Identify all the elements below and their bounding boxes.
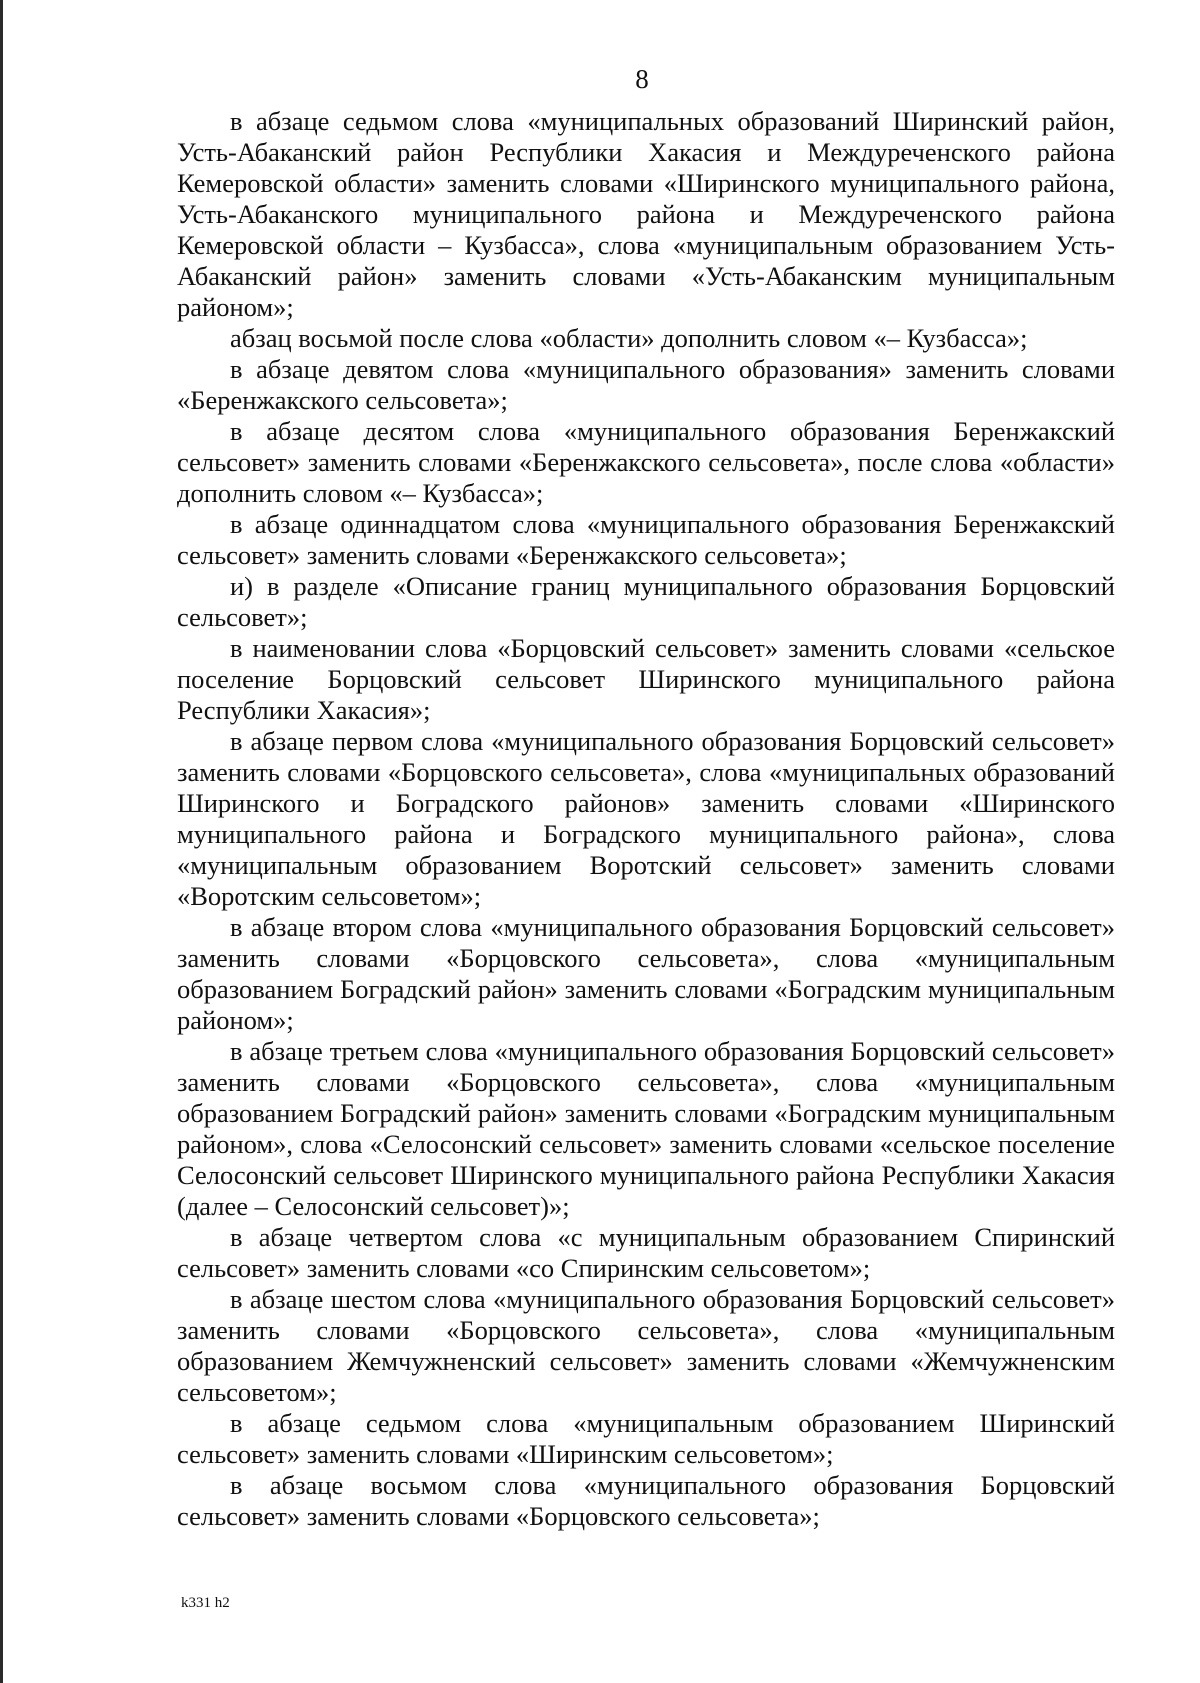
paragraph: в наименовании слова «Борцовский сельсовет» заменить словами «сельское поселение Борцовский сельсовет Ширинского муниципального района Республики Хакасия»; xyxy=(177,633,1115,725)
paragraph: в абзаце седьмом слова «муниципальных образований Ширинский район, Усть-Абаканский район Республики Хакасия и Междуреченского района Кемеровской области» заменить словами «Ширинского муниципального района, Усть-Абаканского муниципального района и Междуреченского района Кемеровской области – Кузбасса», слова «муниципальным образованием Усть-Абаканский район» заменить словами «Усть-Абаканским муниципальным районом»; xyxy=(177,106,1115,322)
paragraph: в абзаце втором слова «муниципального образования Борцовский сельсовет» заменить словами «Борцовского сельсовета», слова «муниципальным образованием Боградский район» заменить словами «Боградским муниципальным районом»; xyxy=(177,912,1115,1035)
paragraph: в абзаце третьем слова «муниципального образования Борцовский сельсовет» заменить словами «Борцовского сельсовета», слова «муниципальным образованием Боградский район» заменить словами «Боградским муниципальным районом», слова «Селосонский сельсовет» заменить словами «сельское поселение Селосонский сельсовет Ширинского муниципального района Республики Хакасия (далее – Селосонский сельсовет)»; xyxy=(177,1036,1115,1221)
paragraph: в абзаце восьмом слова «муниципального образования Борцовский сельсовет» заменить словами «Борцовского сельсовета»; xyxy=(177,1470,1115,1531)
paragraph: в абзаце седьмом слова «муниципальным образованием Ширинский сельсовет» заменить словами «Ширинским сельсоветом»; xyxy=(177,1408,1115,1469)
scan-edge xyxy=(0,0,3,1683)
paragraph: в абзаце десятом слова «муниципального образования Беренжакский сельсовет» заменить словами «Беренжакского сельсовета», после слова «области» дополнить словом «– Кузбасса»; xyxy=(177,416,1115,508)
paragraph: и) в разделе «Описание границ муниципального образования Борцовский сельсовет»; xyxy=(177,571,1115,632)
paragraph: абзац восьмой после слова «области» дополнить словом «– Кузбасса»; xyxy=(230,323,1028,353)
paragraph: в абзаце четвертом слова «с муниципальным образованием Спиринский сельсовет» заменить словами «со Спиринским сельсоветом»; xyxy=(177,1222,1115,1283)
paragraph: в абзаце одиннадцатом слова «муниципального образования Беренжакский сельсовет» заменить словами «Беренжакского сельсовета»; xyxy=(177,509,1115,570)
paragraph: в абзаце шестом слова «муниципального образования Борцовский сельсовет» заменить словами «Борцовского сельсовета», слова «муниципальным образованием Жемчужненский сельсовет» заменить словами «Жемчужненским сельсоветом»; xyxy=(177,1284,1115,1407)
paragraph: в абзаце первом слова «муниципального образования Борцовский сельсовет» заменить словами «Борцовского сельсовета», слова «муниципальных образований Ширинского и Боградского районов» заменить словами «Ширинского муниципального района и Боградского муниципального района», слова «муниципальным образованием Воротский сельсовет» заменить словами «Воротским сельсоветом»; xyxy=(177,726,1115,911)
page-number: 8 xyxy=(635,64,649,94)
document-body xyxy=(177,106,1115,1532)
document-code: k331 h2 xyxy=(181,1595,230,1611)
paragraph: в абзаце девятом слова «муниципального образования» заменить словами «Беренжакского сельсовета»; xyxy=(177,354,1115,415)
